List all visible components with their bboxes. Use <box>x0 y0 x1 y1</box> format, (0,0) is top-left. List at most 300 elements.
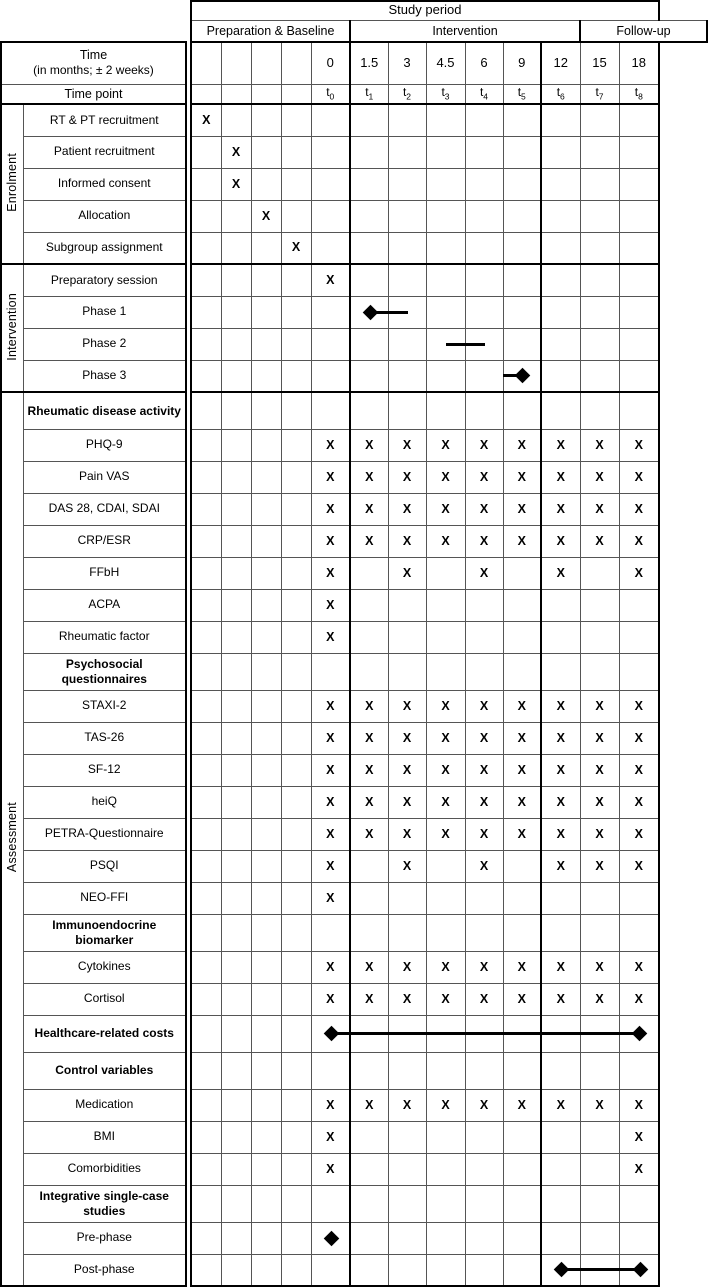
schedule-cell-p2 <box>221 1015 251 1052</box>
schedule-cell-t3 <box>426 983 465 1015</box>
schedule-cell-t7 <box>580 653 619 690</box>
schedule-cell-p1 <box>191 690 221 722</box>
schedule-cell-p4 <box>281 461 311 493</box>
time-sublabel: (in months; ± 2 weeks) <box>33 63 154 78</box>
schedule-cell-t0 <box>311 168 350 200</box>
timepoint-cell-t1: $t_1$ <box>350 84 388 104</box>
schedule-cell-t0 <box>311 1052 350 1089</box>
x-mark: X <box>634 858 643 873</box>
schedule-cell-t1 <box>350 951 388 983</box>
schedule-cell-p1 <box>191 1121 221 1153</box>
schedule-cell-t2 <box>388 722 426 754</box>
schedule-cell-p3 <box>251 1052 281 1089</box>
x-mark: X <box>634 1097 643 1112</box>
x-mark: X <box>479 698 489 713</box>
schedule-cell-t5 <box>503 690 541 722</box>
schedule-cell-t4 <box>465 882 503 914</box>
x-mark: X <box>402 501 412 516</box>
schedule-cell-t6 <box>541 914 580 951</box>
schedule-cell-p4 <box>281 168 311 200</box>
schedule-cell-p2 <box>221 392 251 429</box>
schedule-cell-p2 <box>221 232 251 264</box>
timepoint-cell-p2 <box>221 84 251 104</box>
schedule-cell-p2 <box>221 200 251 232</box>
timepoint-cell-p4 <box>281 84 311 104</box>
schedule-cell-t2 <box>388 328 426 360</box>
schedule-cell-t6 <box>541 818 580 850</box>
schedule-cell-p3 <box>251 983 281 1015</box>
schedule-cell-t0 <box>311 690 350 722</box>
table-row <box>1 786 707 818</box>
row-label: TAS-26 <box>23 722 186 754</box>
schedule-cell-t5 <box>503 232 541 264</box>
schedule-cell-t8 <box>619 914 659 951</box>
schedule-cell-t6 <box>541 850 580 882</box>
row-label: Post-phase <box>23 1254 186 1286</box>
timepoint-cell-t3: $t_3$ <box>426 84 465 104</box>
schedule-cell-p2 <box>221 914 251 951</box>
x-mark: X <box>595 794 604 809</box>
x-mark: X <box>479 991 489 1006</box>
schedule-cell-p3 <box>251 1121 281 1153</box>
schedule-cell-t4 <box>465 690 503 722</box>
schedule-cell-t3 <box>426 264 465 296</box>
table-row <box>1 1254 707 1286</box>
x-mark: X <box>556 762 565 777</box>
schedule-cell-t2 <box>388 589 426 621</box>
schedule-cell-t3 <box>426 104 465 136</box>
schedule-cell-t3 <box>426 493 465 525</box>
schedule-cell-t6 <box>541 296 580 328</box>
schedule-cell-t4 <box>465 589 503 621</box>
schedule-cell-t4 <box>465 493 503 525</box>
schedule-cell-t8 <box>619 653 659 690</box>
schedule-cell-t5 <box>503 1185 541 1222</box>
schedule-cell-t4 <box>465 1121 503 1153</box>
table-row <box>1 525 707 557</box>
schedule-cell-p4 <box>281 653 311 690</box>
x-mark: X <box>634 959 643 974</box>
schedule-cell-p1 <box>191 818 221 850</box>
schedule-cell-p4 <box>281 1254 311 1286</box>
x-mark: X <box>595 501 604 516</box>
schedule-cell-p4 <box>281 1089 311 1121</box>
schedule-cell-t0 <box>311 589 350 621</box>
schedule-cell-t1 <box>350 328 388 360</box>
schedule-cell-t7 <box>580 722 619 754</box>
schedule-cell-t6 <box>541 722 580 754</box>
schedule-cell-t8 <box>619 461 659 493</box>
schedule-cell-t6 <box>541 951 580 983</box>
schedule-cell-t8 <box>619 168 659 200</box>
row-label: Informed consent <box>23 168 186 200</box>
x-mark: X <box>556 794 565 809</box>
schedule-cell-t6 <box>541 1222 580 1254</box>
gantt-overlay <box>312 1223 350 1254</box>
x-mark: X <box>517 698 526 713</box>
schedule-cell-p4 <box>281 200 311 232</box>
schedule-cell-t2 <box>388 786 426 818</box>
x-mark: X <box>326 629 335 644</box>
schedule-cell-p3 <box>251 360 281 392</box>
row-label: DAS 28, CDAI, SDAI <box>23 493 186 525</box>
schedule-cell-p2 <box>221 1089 251 1121</box>
month-cell-t3: 4.5 <box>426 42 465 84</box>
schedule-cell-t7 <box>580 914 619 951</box>
x-mark: X <box>634 794 643 809</box>
schedule-cell-p3 <box>251 328 281 360</box>
schedule-cell-p1 <box>191 786 221 818</box>
table-header <box>1 1 707 104</box>
schedule-cell-t3 <box>426 589 465 621</box>
row-label: Phase 3 <box>23 360 186 392</box>
row-label: STAXI-2 <box>23 690 186 722</box>
schedule-cell-t7 <box>580 1121 619 1153</box>
schedule-cell-p1 <box>191 754 221 786</box>
x-mark: X <box>202 112 211 127</box>
schedule-cell-t4 <box>465 914 503 951</box>
schedule-cell-p2 <box>221 264 251 296</box>
schedule-cell-p2 <box>221 818 251 850</box>
schedule-cell-t2 <box>388 557 426 589</box>
x-mark: X <box>326 1097 335 1112</box>
schedule-cell-t7 <box>580 882 619 914</box>
x-mark: X <box>365 469 374 484</box>
schedule-cell-t5 <box>503 328 541 360</box>
schedule-cell-t6 <box>541 786 580 818</box>
schedule-cell-p3 <box>251 429 281 461</box>
schedule-cell-t4 <box>465 1185 503 1222</box>
schedule-cell-p4 <box>281 136 311 168</box>
timepoint-cell-t7: $t_7$ <box>580 84 619 104</box>
schedule-cell-t8 <box>619 557 659 589</box>
schedule-cell-p4 <box>281 493 311 525</box>
schedule-cell-p1 <box>191 168 221 200</box>
x-mark: X <box>595 1097 604 1112</box>
row-label: Subgroup assignment <box>23 232 186 264</box>
row-label: BMI <box>23 1121 186 1153</box>
schedule-cell-p1 <box>191 850 221 882</box>
schedule-cell-t2 <box>388 1185 426 1222</box>
schedule-cell-t6 <box>541 653 580 690</box>
schedule-cell-t4 <box>465 621 503 653</box>
schedule-cell-t0 <box>311 1089 350 1121</box>
schedule-cell-t5 <box>503 461 541 493</box>
x-mark: X <box>441 826 450 841</box>
schedule-cell-t5 <box>503 1254 541 1286</box>
month-cell-p4 <box>281 42 311 84</box>
schedule-cell-p3 <box>251 104 281 136</box>
schedule-cell-t6 <box>541 754 580 786</box>
x-mark: X <box>556 437 565 452</box>
schedule-cell-p3 <box>251 136 281 168</box>
x-mark: X <box>634 698 643 713</box>
row-label: SF-12 <box>23 754 186 786</box>
schedule-cell-t3 <box>426 429 465 461</box>
x-mark: X <box>479 1097 489 1112</box>
table-row <box>1 1052 707 1089</box>
table-row <box>1 882 707 914</box>
schedule-cell-t5 <box>503 525 541 557</box>
schedule-cell-t5 <box>503 653 541 690</box>
schedule-cell-t6 <box>541 1153 580 1185</box>
row-label: ACPA <box>23 589 186 621</box>
schedule-cell-t1 <box>350 461 388 493</box>
month-cell-t6: 12 <box>541 42 580 84</box>
schedule-cell-t0 <box>311 722 350 754</box>
schedule-cell-p1 <box>191 1015 221 1052</box>
x-mark: X <box>517 730 526 745</box>
schedule-cell-p1 <box>191 1153 221 1185</box>
x-mark: X <box>479 794 489 809</box>
schedule-cell-p4 <box>281 1015 311 1052</box>
schedule-cell-t7 <box>580 1222 619 1254</box>
schedule-cell-t2 <box>388 754 426 786</box>
schedule-cell-p3 <box>251 557 281 589</box>
schedule-cell-p2 <box>221 461 251 493</box>
x-mark: X <box>365 698 374 713</box>
schedule-cell-t7 <box>580 200 619 232</box>
schedule-cell-t0 <box>311 557 350 589</box>
x-mark: X <box>365 533 374 548</box>
schedule-cell-p2 <box>221 754 251 786</box>
schedule-cell-t8 <box>619 951 659 983</box>
row-label: Medication <box>23 1089 186 1121</box>
schedule-cell-t4 <box>465 1052 503 1089</box>
schedule-cell-t1 <box>350 1254 388 1286</box>
schedule-cell-t5 <box>503 493 541 525</box>
table-row <box>1 1121 707 1153</box>
schedule-cell-p4 <box>281 328 311 360</box>
row-label: Integrative single-case studies <box>23 1185 186 1222</box>
x-mark: X <box>365 762 374 777</box>
schedule-cell-t5 <box>503 914 541 951</box>
x-mark: X <box>556 1097 565 1112</box>
schedule-cell-t3 <box>426 882 465 914</box>
month-cell-t4: 6 <box>465 42 503 84</box>
phase-header-intervention: Intervention <box>350 20 580 42</box>
schedule-cell-t0 <box>311 621 350 653</box>
x-mark: X <box>479 565 489 580</box>
schedule-cell-p1 <box>191 1089 221 1121</box>
gantt-diamond <box>554 1262 570 1278</box>
schedule-cell-p4 <box>281 360 311 392</box>
month-cell-t5: 9 <box>503 42 541 84</box>
schedule-cell-t0 <box>311 818 350 850</box>
schedule-cell-t3 <box>426 232 465 264</box>
table-row <box>1 392 707 429</box>
schedule-cell-t6 <box>541 525 580 557</box>
x-mark: X <box>479 469 489 484</box>
x-mark: X <box>326 565 335 580</box>
schedule-cell-t4 <box>465 232 503 264</box>
schedule-cell-p1 <box>191 951 221 983</box>
schedule-cell-t6 <box>541 392 580 429</box>
schedule-cell-t1 <box>350 1121 388 1153</box>
table-row <box>1 1185 707 1222</box>
schedule-cell-t8 <box>619 1052 659 1089</box>
schedule-cell-t4 <box>465 392 503 429</box>
schedule-cell-t1 <box>350 850 388 882</box>
schedule-cell-t0 <box>311 525 350 557</box>
row-label: NEO-FFI <box>23 882 186 914</box>
gantt-diamond <box>323 1026 339 1042</box>
x-mark: X <box>326 501 335 516</box>
gantt-bar <box>503 374 523 377</box>
x-mark: X <box>479 858 489 873</box>
schedule-cell-p4 <box>281 429 311 461</box>
schedule-cell-t3 <box>426 1254 465 1286</box>
table-row <box>1 168 707 200</box>
schedule-cell-t8 <box>619 850 659 882</box>
x-mark: X <box>326 1129 335 1144</box>
x-mark: X <box>634 826 643 841</box>
x-mark: X <box>291 240 301 255</box>
schedule-cell-t0 <box>311 360 350 392</box>
schedule-cell-t2 <box>388 461 426 493</box>
schedule-cell-p3 <box>251 1015 281 1052</box>
schedule-cell-t0 <box>311 296 350 328</box>
row-label: Comorbidities <box>23 1153 186 1185</box>
x-mark: X <box>441 730 450 745</box>
schedule-cell-p2 <box>221 983 251 1015</box>
schedule-cell-t0 <box>311 1222 350 1254</box>
schedule-cell-t8 <box>619 690 659 722</box>
gantt-overlay <box>504 361 541 392</box>
schedule-cell-t1 <box>350 525 388 557</box>
schedule-cell-p4 <box>281 850 311 882</box>
schedule-cell-t6 <box>541 328 580 360</box>
schedule-cell-t8 <box>619 621 659 653</box>
schedule-cell-t6 <box>541 232 580 264</box>
x-mark: X <box>441 698 450 713</box>
schedule-cell-p3 <box>251 493 281 525</box>
table-row <box>1 951 707 983</box>
schedule-cell-p3 <box>251 392 281 429</box>
schedule-cell-t7 <box>580 621 619 653</box>
time-row-label <box>1 42 186 84</box>
schedule-cell-t8 <box>619 1222 659 1254</box>
schedule-cell-t3 <box>426 360 465 392</box>
schedule-cell-t2 <box>388 690 426 722</box>
schedule-cell-t6 <box>541 1052 580 1089</box>
schedule-cell-p1 <box>191 557 221 589</box>
table-row <box>1 850 707 882</box>
schedule-cell-t1 <box>350 1222 388 1254</box>
schedule-cell-t1 <box>350 914 388 951</box>
table-row <box>1 653 707 690</box>
schedule-cell-t8 <box>619 429 659 461</box>
schedule-cell-t5 <box>503 754 541 786</box>
schedule-cell-p3 <box>251 621 281 653</box>
schedule-cell-t1 <box>350 690 388 722</box>
x-mark: X <box>595 959 604 974</box>
schedule-cell-t6 <box>541 200 580 232</box>
schedule-cell-t4 <box>465 1089 503 1121</box>
schedule-cell-t5 <box>503 168 541 200</box>
schedule-cell-t1 <box>350 1089 388 1121</box>
x-mark: X <box>441 501 450 516</box>
x-mark: X <box>441 469 450 484</box>
table-row <box>1 360 707 392</box>
schedule-cell-p1 <box>191 461 221 493</box>
x-mark: X <box>595 437 604 452</box>
table-row <box>1 1153 707 1185</box>
x-mark: X <box>402 959 412 974</box>
schedule-cell-p3 <box>251 1185 281 1222</box>
x-mark: X <box>595 469 604 484</box>
schedule-cell-t8 <box>619 1153 659 1185</box>
gantt-diamond <box>362 304 378 320</box>
schedule-cell-t4 <box>465 722 503 754</box>
schedule-cell-t6 <box>541 983 580 1015</box>
schedule-cell-t6 <box>541 429 580 461</box>
table-row <box>1 136 707 168</box>
schedule-cell-t0 <box>311 1185 350 1222</box>
schedule-cell-t4 <box>465 296 503 328</box>
x-mark: X <box>402 533 412 548</box>
timepoint-cell-t8: $t_8$ <box>619 84 659 104</box>
x-mark: X <box>365 959 374 974</box>
schedule-cell-p2 <box>221 493 251 525</box>
schedule-cell-t3 <box>426 1015 465 1052</box>
schedule-cell-p3 <box>251 589 281 621</box>
schedule-cell-t7 <box>580 429 619 461</box>
row-label: PHQ-9 <box>23 429 186 461</box>
schedule-cell-t8 <box>619 589 659 621</box>
schedule-cell-t0 <box>311 786 350 818</box>
x-mark: X <box>231 176 241 191</box>
schedule-cell-t8 <box>619 104 659 136</box>
schedule-cell-p3 <box>251 264 281 296</box>
x-mark: X <box>517 826 526 841</box>
schedule-cell-t3 <box>426 1185 465 1222</box>
schedule-cell-t8 <box>619 754 659 786</box>
x-mark: X <box>634 991 643 1006</box>
schedule-cell-t0 <box>311 914 350 951</box>
schedule-cell-t2 <box>388 136 426 168</box>
schedule-cell-t2 <box>388 983 426 1015</box>
row-label: FFbH <box>23 557 186 589</box>
schedule-cell-p1 <box>191 882 221 914</box>
x-mark: X <box>556 533 565 548</box>
schedule-cell-t2 <box>388 1254 426 1286</box>
schedule-cell-t1 <box>350 983 388 1015</box>
schedule-cell-t4 <box>465 1153 503 1185</box>
x-mark: X <box>556 469 565 484</box>
header-row-time <box>1 42 707 84</box>
schedule-cell-t5 <box>503 104 541 136</box>
schedule-cell-p4 <box>281 1222 311 1254</box>
table-row <box>1 1089 707 1121</box>
x-mark: X <box>402 698 412 713</box>
schedule-cell-t0 <box>311 1015 350 1052</box>
schedule-cell-t7 <box>580 104 619 136</box>
schedule-cell-t2 <box>388 264 426 296</box>
schedule-cell-p4 <box>281 557 311 589</box>
table-row <box>1 722 707 754</box>
table-row <box>1 621 707 653</box>
x-mark: X <box>479 501 489 516</box>
schedule-cell-p4 <box>281 1121 311 1153</box>
schedule-cell-t6 <box>541 493 580 525</box>
schedule-cell-t4 <box>465 653 503 690</box>
schedule-cell-t6 <box>541 1185 580 1222</box>
x-mark: X <box>595 858 604 873</box>
schedule-cell-t8 <box>619 882 659 914</box>
x-mark: X <box>402 762 412 777</box>
schedule-cell-t4 <box>465 104 503 136</box>
